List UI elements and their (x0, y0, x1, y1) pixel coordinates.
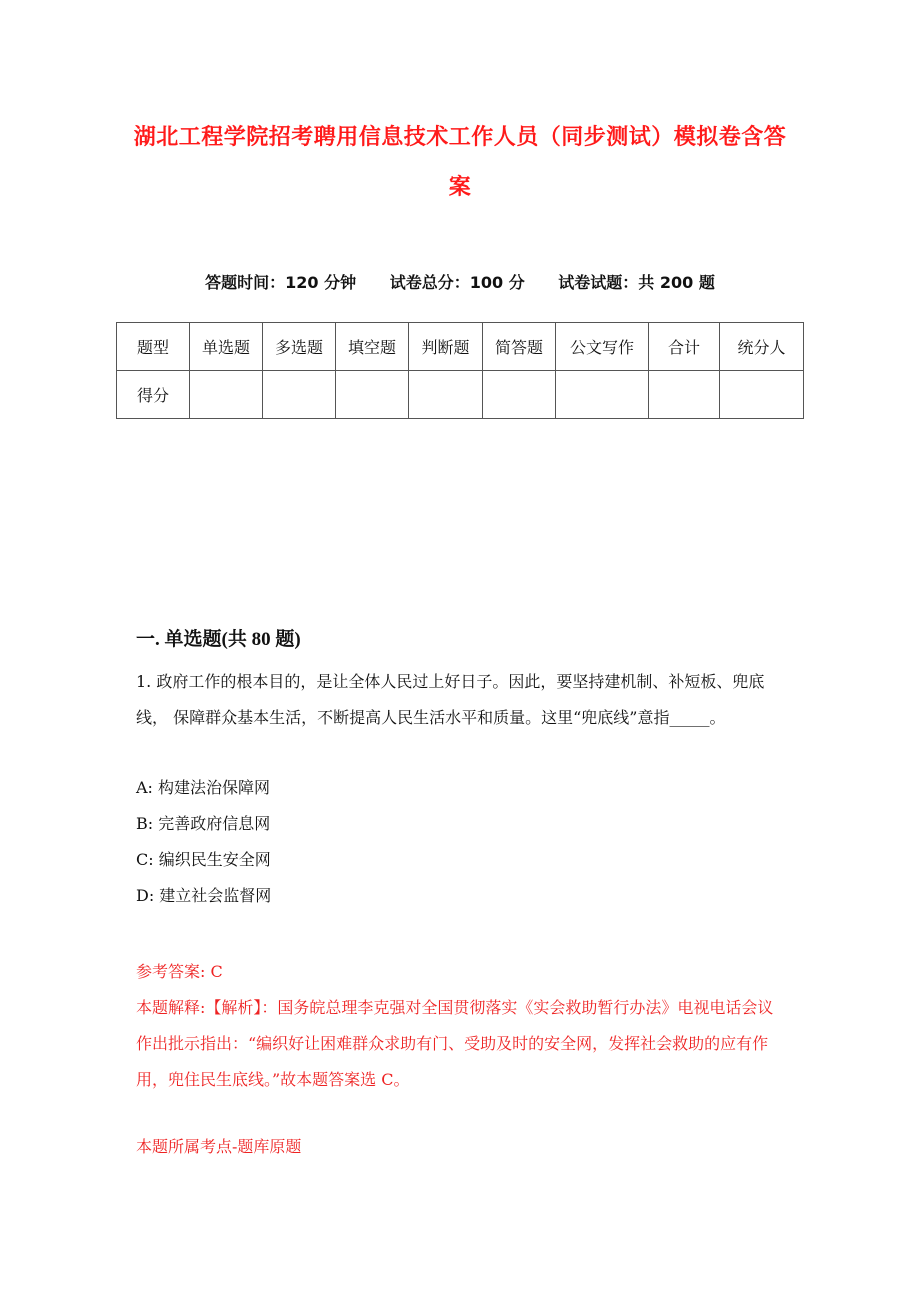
header-cell: 公文写作 (556, 323, 649, 371)
score-table-header-row (117, 323, 804, 371)
answer-explanation: 本题解释:【解析】：国务皖总理李克强对全国贯彻落实《实会救助暂行办法》电视电话会议作出批示指出：“编织好让困难群众求助有门、受助及时的安全网，发挥社会救助的应有作用，兜住民生底线。”故本题答案选 C。 (136, 998, 774, 1089)
header-cell: 题型 (117, 323, 190, 371)
option-c: C: 编织民生安全网 (136, 850, 271, 869)
header-cell: 填空题 (336, 323, 409, 371)
exam-question-count: 试卷试题：共 200 题 (558, 273, 715, 292)
score-cell (720, 371, 804, 419)
question-options (136, 770, 786, 914)
exam-total-score: 试卷总分：100 分 (389, 273, 525, 292)
header-cell: 简答题 (483, 323, 556, 371)
row-label-cell: 得分 (117, 371, 190, 419)
question-stem: 1. 政府工作的根本目的，是让全体人民过上好日子。因此，要坚持建机制、补短板、兜底线， 保障群众基本生活，不断提高人民生活水平和质量。这里“兜底线”意指_____。 (136, 672, 765, 727)
score-table-score-row (117, 371, 804, 419)
document-title-line1: 湖北工程学院招考聘用信息技术工作人员（同步测试）模拟卷含答 (133, 125, 787, 150)
score-cell (649, 371, 720, 419)
header-cell: 单选题 (190, 323, 263, 371)
option-a: A: 构建法治保障网 (136, 778, 271, 797)
score-table (116, 322, 804, 419)
header-cell: 判断题 (409, 323, 483, 371)
exam-meta (0, 270, 920, 293)
score-cell (336, 371, 409, 419)
score-cell (556, 371, 649, 419)
option-d: D: 建立社会监督网 (136, 886, 272, 905)
header-cell: 合计 (649, 323, 720, 371)
reference-answer: 参考答案: C (136, 962, 223, 981)
score-cell (190, 371, 263, 419)
option-b: B: 完善政府信息网 (136, 814, 271, 833)
score-cell (409, 371, 483, 419)
score-cell (263, 371, 336, 419)
section-heading: 一. 单选题(共 80 题) (136, 629, 301, 650)
answer-block (136, 954, 786, 1098)
header-cell: 统分人 (720, 323, 804, 371)
header-cell: 多选题 (263, 323, 336, 371)
exam-time: 答题时间：120 分钟 (205, 273, 357, 292)
score-cell (483, 371, 556, 419)
question-source: 本题所属考点-题库原题 (136, 1137, 302, 1156)
document-title-line2: 案 (448, 175, 472, 200)
